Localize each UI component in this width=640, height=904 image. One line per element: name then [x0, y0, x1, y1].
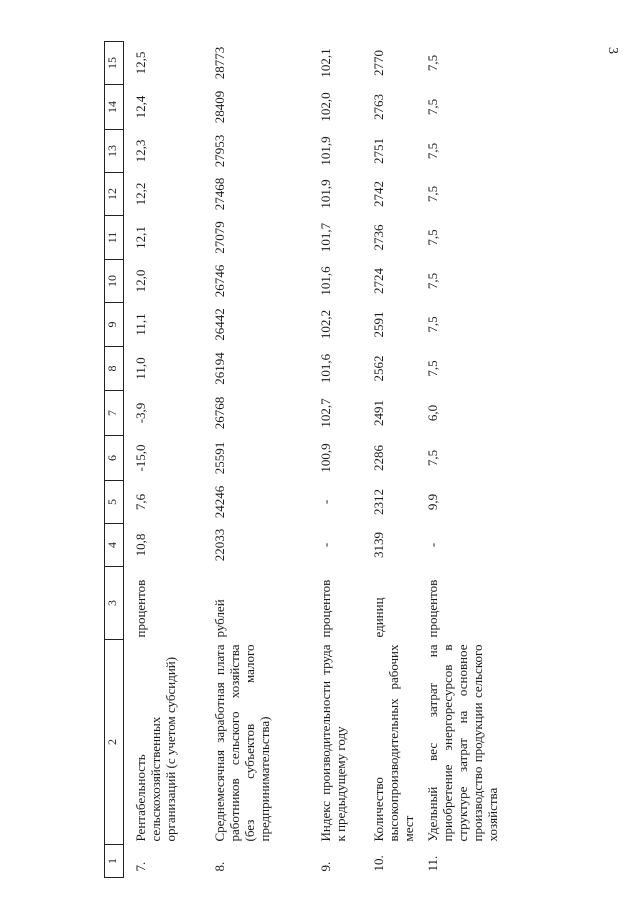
- value-cell: 7,5: [425, 98, 440, 116]
- value-cell: 12,0: [133, 269, 148, 293]
- column-number-cell: 5: [105, 481, 124, 524]
- value-cell: 26194: [212, 352, 227, 385]
- value-cell: 102,1: [318, 48, 333, 78]
- value-cell: 7,5: [425, 316, 440, 333]
- column-number-cell: 10: [105, 260, 124, 303]
- page-number: 3: [605, 47, 620, 54]
- column-number-cell: 9: [105, 303, 124, 347]
- value-cell: 28773: [212, 46, 227, 80]
- value-cell: 11,1: [133, 313, 148, 336]
- value-cell: 2763: [371, 94, 386, 120]
- unit-cell: процентов: [133, 579, 148, 638]
- indicator-row: [124, 42, 204, 878]
- value-cell: 9,9: [425, 493, 440, 511]
- indicators-table: [104, 41, 543, 878]
- value-cell: 2491: [371, 400, 386, 426]
- value-cell: 12,2: [133, 182, 148, 206]
- indicator-row: [203, 42, 309, 878]
- table-body: [105, 42, 544, 878]
- row-number-cell: 11.: [425, 855, 440, 872]
- value-cell: 10,8: [133, 533, 148, 557]
- row-number-cell: 9.: [318, 861, 333, 872]
- column-number-cell: 1: [105, 845, 124, 878]
- value-cell: 2562: [371, 355, 386, 382]
- column-number-cell: 11: [105, 216, 124, 260]
- value-cell: 7,5: [425, 142, 440, 160]
- value-cell: 26768: [212, 396, 227, 430]
- column-number-cell: 15: [105, 42, 124, 85]
- column-number-cell: 14: [105, 85, 124, 130]
- column-number-cell: 12: [105, 173, 124, 216]
- column-number-cell: 13: [105, 130, 124, 173]
- indicator-name-cell: Рентабельность сельскохозяйственных организаций (с учетом субсидий): [133, 656, 178, 842]
- value-cell: 27468: [212, 177, 227, 211]
- indicator-row: [362, 42, 416, 878]
- value-cell: 12,3: [133, 139, 148, 163]
- value-cell: 2724: [371, 268, 386, 294]
- row-number-cell: 8.: [212, 861, 227, 872]
- value-cell: 101,6: [318, 266, 333, 296]
- value-cell: 101,7: [318, 222, 333, 253]
- value-cell: 102,2: [318, 309, 333, 340]
- column-number-row: [105, 42, 124, 878]
- value-cell: 100,9: [318, 443, 333, 473]
- value-cell: 25591: [212, 441, 227, 475]
- value-cell: 7,5: [425, 54, 440, 72]
- row-number-cell: 10.: [371, 855, 386, 872]
- unit-cell: единиц: [371, 597, 386, 638]
- value-cell: 101,9: [318, 179, 333, 209]
- value-cell: -: [318, 499, 333, 505]
- value-cell: 3139: [371, 532, 386, 558]
- column-number-cell: 7: [105, 391, 124, 436]
- value-cell: 11,0: [133, 357, 148, 380]
- column-number-cell: 8: [105, 347, 124, 391]
- value-cell: 28409: [212, 90, 227, 124]
- value-cell: 7,6: [133, 493, 148, 511]
- value-cell: 102,0: [318, 92, 333, 122]
- value-cell: 2742: [371, 181, 386, 207]
- value-cell: 102,7: [318, 398, 333, 428]
- value-cell: 7,5: [425, 185, 440, 203]
- value-cell: 7,5: [425, 229, 440, 246]
- value-cell: 2312: [371, 489, 386, 515]
- value-cell: 101,9: [318, 136, 333, 166]
- unit-cell: рублей: [212, 599, 227, 638]
- value-cell: 7,5: [425, 272, 440, 290]
- value-cell: 2286: [371, 445, 386, 471]
- value-cell: 24246: [212, 485, 227, 519]
- value-cell: -15,0: [133, 444, 148, 472]
- value-cell: 27953: [212, 134, 227, 168]
- column-number-cell: 2: [105, 640, 124, 845]
- column-number-cell: 3: [105, 567, 124, 640]
- value-cell: 12,4: [133, 95, 148, 119]
- value-cell: 7,5: [425, 360, 440, 377]
- value-cell: 6,0: [425, 404, 440, 422]
- indicator-name-cell: Индекс производительности труда к предыдущему году: [318, 644, 348, 842]
- indicator-name-cell: Среднемесячная заработная плата работников сельского хозяйства (без субъектов малого предпринимательства): [212, 644, 272, 842]
- value-cell: 7,5: [425, 449, 440, 467]
- value-cell: 12,5: [133, 51, 148, 75]
- rotated-table-container: [104, 42, 528, 878]
- value-cell: 2751: [371, 138, 386, 164]
- unit-cell: процентов: [425, 579, 440, 638]
- value-cell: 27079: [212, 221, 227, 254]
- value-cell: 26442: [212, 308, 227, 341]
- value-cell: -: [425, 542, 440, 548]
- column-number-cell: 6: [105, 436, 124, 481]
- indicator-row: [309, 42, 362, 878]
- value-cell: -3,9: [133, 402, 148, 424]
- value-cell: -: [318, 542, 333, 548]
- value-cell: 26746: [212, 264, 227, 298]
- value-cell: 2736: [371, 224, 386, 251]
- value-cell: 2770: [371, 50, 386, 76]
- value-cell: 101,6: [318, 353, 333, 384]
- column-number-cell: 4: [105, 524, 124, 567]
- unit-cell: процентов: [318, 579, 333, 638]
- value-cell: 2591: [371, 311, 386, 338]
- value-cell: 22033: [212, 528, 227, 562]
- indicator-row: [416, 42, 543, 878]
- indicator-name-cell: Удельный вес затрат на приобретение энергоресурсов в структуре затрат на основное производство продукции сельского хозяйства: [425, 644, 500, 842]
- row-number-cell: 7.: [133, 861, 148, 872]
- value-cell: 12,1: [133, 226, 148, 249]
- indicator-name-cell: Количество высокопроизводительных рабочих мест: [371, 644, 416, 842]
